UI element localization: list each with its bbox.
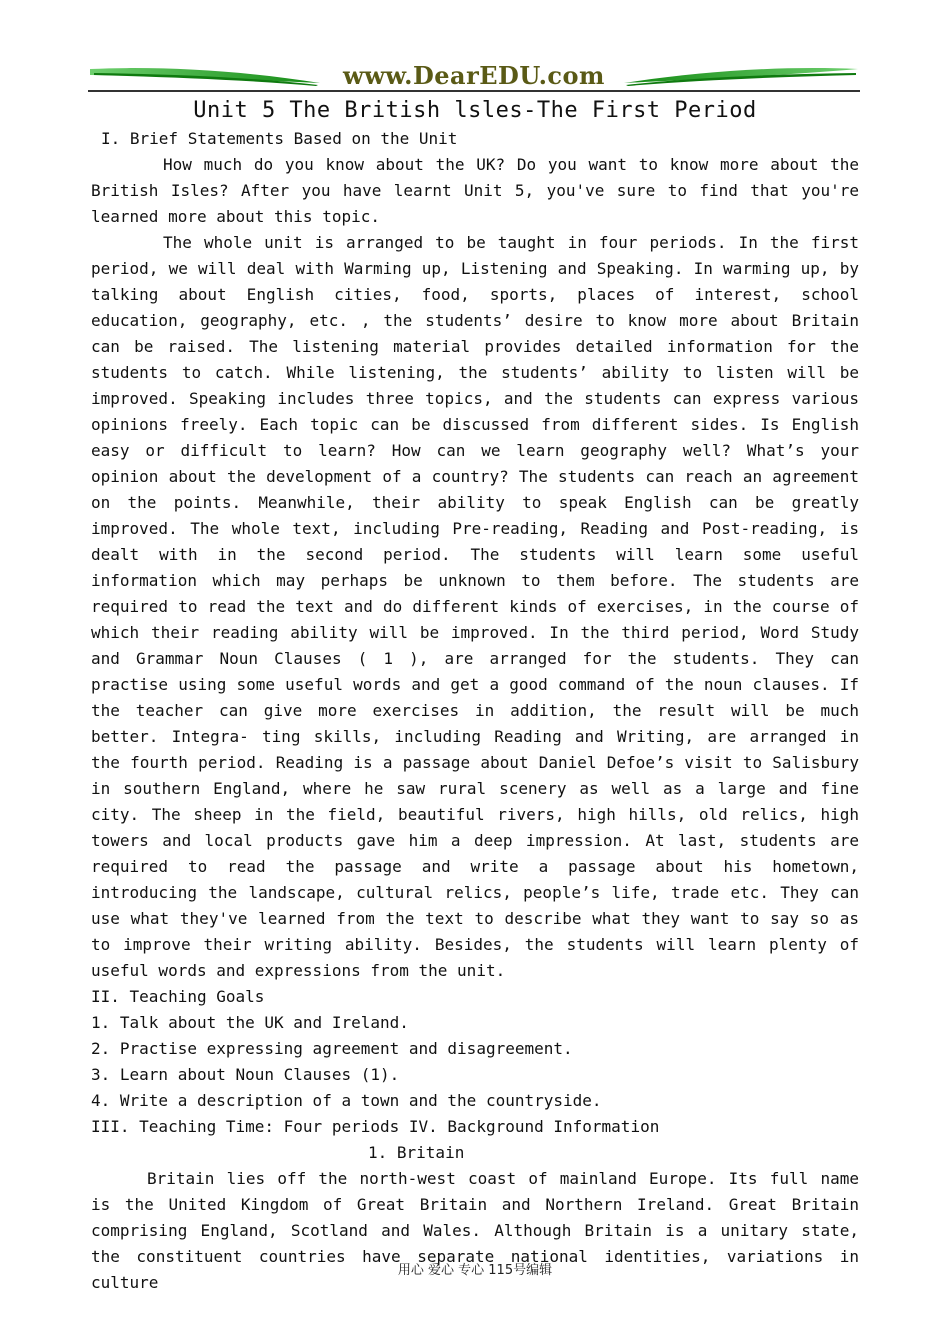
intro-paragraph: How much do you know about the UK? Do you want to know more about the British Isles? After you have learnt Unit 5, you've sure to find that you're learned more about this topic. [91,155,859,226]
goal-item: 1. Talk about the UK and Ireland. [91,1013,409,1032]
britain-paragraph: Britain lies off the north-west coast of mainland Europe. Its full name is the United Kingdom of Great Britain and Northern Ireland. Great Britain comprising England, Scotland and Wales. Although Britain is a unitary state, the constituent countries have separate national identities, variations in culture [91,1169,859,1292]
site-name-logo: www.DearEDU.com [343,61,605,90]
site-header [88,60,860,94]
page-footer: 用心 爱心 专心 115号编辑 [397,1263,553,1278]
section-heading-teaching-time: III. Teaching Time: Four periods IV. Background Information [91,1117,660,1136]
unit-overview-paragraph: The whole unit is arranged to be taught in four periods. In the first period, we will deal with Warming up, Listening and Speaking. In warming up, by talking about English cities, food, sports, places of interest, school education, geography, etc. , the students’ desire to know more about Britain can be raised. The listening material provides detailed information for the students to catch. While listening, the students’ ability to listen will be improved. Speaking includes three topics, and the students can express various opinions freely. Each topic can be discussed from different sides. Is English easy or difficult to learn? How can we learn geography well? What’s your opinion about the development of a country? The students can reach an agreement on the points. Meanwhile, their ability to speak English can be greatly improved. The whole text, including Pre-reading, Reading and Post-reading, is dealt with in the second period. The students will learn some useful information which may perhaps be unknown to them before. The students are required to read the text and do different kinds of exercises, in the course of which their reading ability will be improved. In the third period, Word Study and Grammar Noun Clauses ( 1 ), are arranged for the students. They can practise using some useful words and get a good command of the noun clauses. If the teacher can give more exercises in addition, the result will be much better. Integra- ting skills, including Reading and Writing, are arranged in the fourth period. Reading is a passage about Daniel Defoe’s visit to Salisbury in southern England, where he saw rural scenery as well as a large and fine city. The sheep in the field, beautiful rivers, high hills, old relics, high towers and local products gave him a deep impression. At last, students are required to read the passage and write a passage about his hometown, introducing the landscape, cultural relics, people’s life, trade etc. They can use what they've learned from the text to describe what they want to say so as to improve their writing ability. Besides, the students will learn plenty of useful words and expressions from the unit. [91,233,859,980]
section-heading-teaching-goals: II. Teaching Goals [91,987,265,1006]
goal-item: 2. Practise expressing agreement and disagreement. [91,1039,573,1058]
section-heading-brief-statements: I. Brief Statements Based on the Unit [101,129,458,148]
goal-item: 4. Write a description of a town and the countryside. [91,1091,602,1110]
subheading-britain: 1. Britain [368,1143,465,1162]
goal-item: 3. Learn about Noun Clauses (1). [91,1065,400,1084]
document-body [91,126,859,1296]
document-title: Unit 5 The British lsles-The First Period [193,98,757,123]
header-divider [88,90,860,92]
